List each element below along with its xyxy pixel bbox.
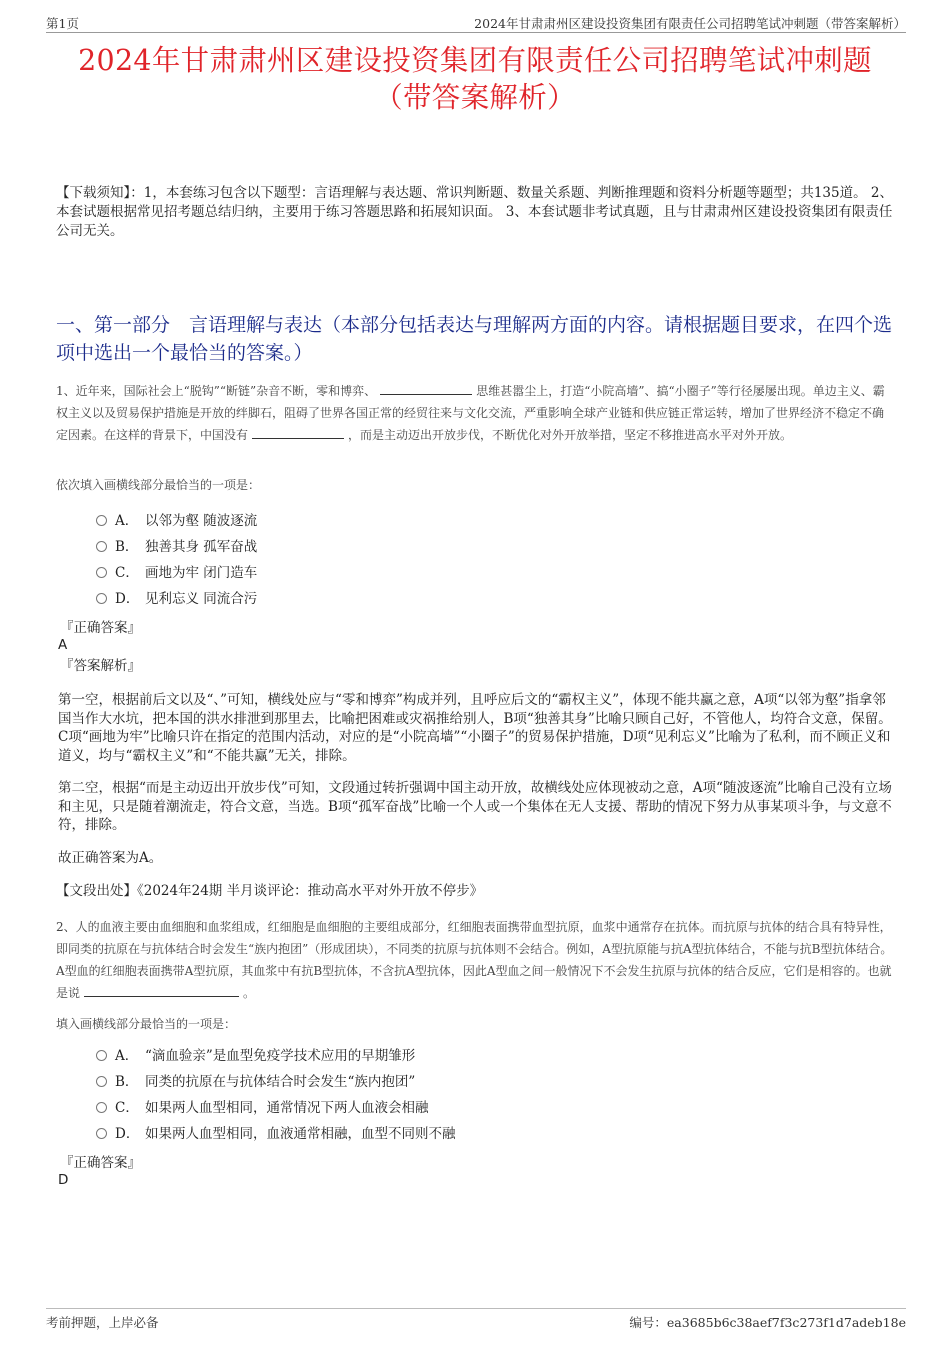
title-line-1: 2024年甘肃肃州区建设投资集团有限责任公司招聘笔试冲刺题 bbox=[78, 44, 872, 77]
q1-option-c[interactable] bbox=[96, 563, 257, 583]
q1-text-a: 1、近年来，国际社会上“脱钩”“断链”杂音不断，零和博弈、 bbox=[56, 384, 377, 398]
option-letter: C． bbox=[115, 565, 139, 581]
q2-prompt: 填入画横线部分最恰当的一项是： bbox=[56, 1017, 237, 1031]
q1-option-b[interactable] bbox=[96, 537, 257, 557]
section-heading: 一、第一部分 言语理解与表达（本部分包括表达与理解两方面的内容。请根据题目要求，在四个选项中选出一个最恰当的答案。） bbox=[56, 314, 893, 364]
question-2-stem bbox=[56, 916, 894, 1004]
download-notice: 【下载须知】：1，本套练习包含以下题型：言语理解与表达题、常识判断题、数量关系题、判断推理题和资料分析题等题型；共135道。 2、本套试题根据常见招考题总结归纳，主要用于练习答题思路和拓展知识面。 3、本套试题非考试真题，且与甘肃肃州区建设投资集团有限责任公司无关。 bbox=[56, 185, 893, 239]
radio-icon[interactable] bbox=[96, 1102, 107, 1113]
q1-analysis-1: 第一空，根据前后文以及“、”可知，横线处应与“零和博弈”构成并列，且呼应后文的“霸权主义”，体现不能共赢之意，A项“以邻为壑”指拿邻国当作大水坑，把本国的洪水排泄到那里去，比喻把困难或灾祸推给别人，B项“独善其身”比喻只顾自己好，不管他人，均符合文意，保留。C项“画地为牢”比喻只许在指定的范围内活动，对应的是“小院高墙”“小圈子”的贸易保护措施，D项“见利忘义”比喻为了私利，而不顾正义和道义，均与“霸权主义”和“不能共赢”无关，排除。 bbox=[58, 692, 892, 764]
q1-answer: A bbox=[58, 637, 68, 653]
option-letter: B． bbox=[115, 539, 139, 555]
q1-text-b: 思维甚嚣尘上，打造“小院高墙”、搞“小圈子”等行径屡屡出现。单边主义、霸权主义以及贸易保护措施是开放的绊脚石，阻碍了世界各国正常的经贸往来与文化交流，严重影响全球产业链和供应链正常运转，增加了世界经济不稳定不确定因素。在这样的背景下，中国没有 bbox=[56, 384, 885, 442]
q2-blank bbox=[84, 984, 239, 997]
footer-doc-id: 编号：ea3685b6c38aef7f3c273f1d7adeb18e bbox=[629, 1315, 906, 1330]
q1-answer-label: 『正确答案』 bbox=[60, 620, 141, 636]
q1-analysis-label: 『答案解析』 bbox=[60, 658, 141, 674]
footer-slogan: 考前押题，上岸必备 bbox=[46, 1315, 159, 1330]
q1-blank-2 bbox=[252, 426, 344, 439]
q1-conclusion: 故正确答案为A。 bbox=[58, 850, 163, 866]
option-text: 画地为牢 闭门造车 bbox=[145, 565, 258, 581]
option-text: 见利忘义 同流合污 bbox=[145, 591, 258, 607]
option-letter: B． bbox=[115, 1074, 139, 1090]
option-letter: D． bbox=[115, 1126, 140, 1142]
option-text: 以邻为壑 随波逐流 bbox=[145, 513, 258, 529]
title-line-2: （带答案解析） bbox=[374, 81, 576, 114]
q1-option-a[interactable] bbox=[96, 511, 257, 531]
footer-divider bbox=[46, 1308, 906, 1309]
option-text: 如果两人血型相同，血液通常相融，血型不同则不融 bbox=[145, 1126, 456, 1142]
q1-source: 【文段出处】《2024年24期 半月谈评论：推动高水平对外开放不停步》 bbox=[56, 883, 484, 899]
radio-icon[interactable] bbox=[96, 567, 107, 578]
q1-text-c: ，而是主动迈出开放步伐，不断优化对外开放举措，坚定不移推进高水平对外开放。 bbox=[348, 428, 793, 442]
q2-option-d[interactable] bbox=[96, 1124, 456, 1144]
q2-answer-label: 『正确答案』 bbox=[60, 1155, 141, 1171]
header-doc-title: 2024年甘肃肃州区建设投资集团有限责任公司招聘笔试冲刺题（带答案解析） bbox=[474, 16, 906, 31]
radio-icon[interactable] bbox=[96, 1076, 107, 1087]
q2-answer: D bbox=[58, 1172, 69, 1188]
q1-analysis-2: 第二空，根据“而是主动迈出开放步伐”可知，文段通过转折强调中国主动开放，故横线处应体现被动之意，A项“随波逐流”比喻自己没有立场和主见，只是随着潮流走，符合文意，当选。B项“孤军奋战”比喻一个人或一个集体在无人支援、帮助的情况下努力从事某项斗争，与文意不符，排除。 bbox=[58, 780, 892, 833]
document-title bbox=[40, 42, 910, 116]
question-1-stem bbox=[56, 380, 894, 446]
q2-option-c[interactable] bbox=[96, 1098, 429, 1118]
page-number: 第1页 bbox=[46, 16, 79, 31]
option-letter: C． bbox=[115, 1100, 139, 1116]
q1-blank-1 bbox=[380, 382, 472, 395]
q2-text-a: 2、人的血液主要由血细胞和血浆组成，红细胞是血细胞的主要组成部分，红细胞表面携带血型抗原，血浆中通常存在抗体。而抗原与抗体的结合具有特异性，即同类的抗原在与抗体结合时会发生“族内抱团”（形成团块），不同类的抗原与抗体则不会结合。例如，A型抗原能与抗A型抗体结合，不能与抗B型抗体结合。A型血的红细胞表面携带A型抗原，其血浆中有抗B型抗体，不含抗A型抗体，因此A型血之间一般情况下不会发生抗原与抗体的结合反应，它们是相容的。也就是说 bbox=[56, 920, 893, 1000]
option-letter: A． bbox=[115, 1048, 139, 1064]
q1-prompt: 依次填入画横线部分最恰当的一项是： bbox=[56, 478, 261, 492]
option-text: 如果两人血型相同，通常情况下两人血液会相融 bbox=[145, 1100, 429, 1116]
page-header bbox=[46, 14, 906, 33]
radio-icon[interactable] bbox=[96, 515, 107, 526]
radio-icon[interactable] bbox=[96, 541, 107, 552]
radio-icon[interactable] bbox=[96, 1128, 107, 1139]
radio-icon[interactable] bbox=[96, 1050, 107, 1061]
option-letter: D． bbox=[115, 591, 140, 607]
radio-icon[interactable] bbox=[96, 593, 107, 604]
option-text: 同类的抗原在与抗体结合时会发生“族内抱团” bbox=[145, 1074, 416, 1090]
option-letter: A． bbox=[115, 513, 139, 529]
q1-option-d[interactable] bbox=[96, 589, 257, 609]
q2-option-a[interactable] bbox=[96, 1046, 415, 1066]
q2-text-b: 。 bbox=[243, 986, 256, 1000]
q2-option-b[interactable] bbox=[96, 1072, 415, 1092]
option-text: “滴血验亲”是血型免疫学技术应用的早期雏形 bbox=[145, 1048, 416, 1064]
option-text: 独善其身 孤军奋战 bbox=[145, 539, 258, 555]
